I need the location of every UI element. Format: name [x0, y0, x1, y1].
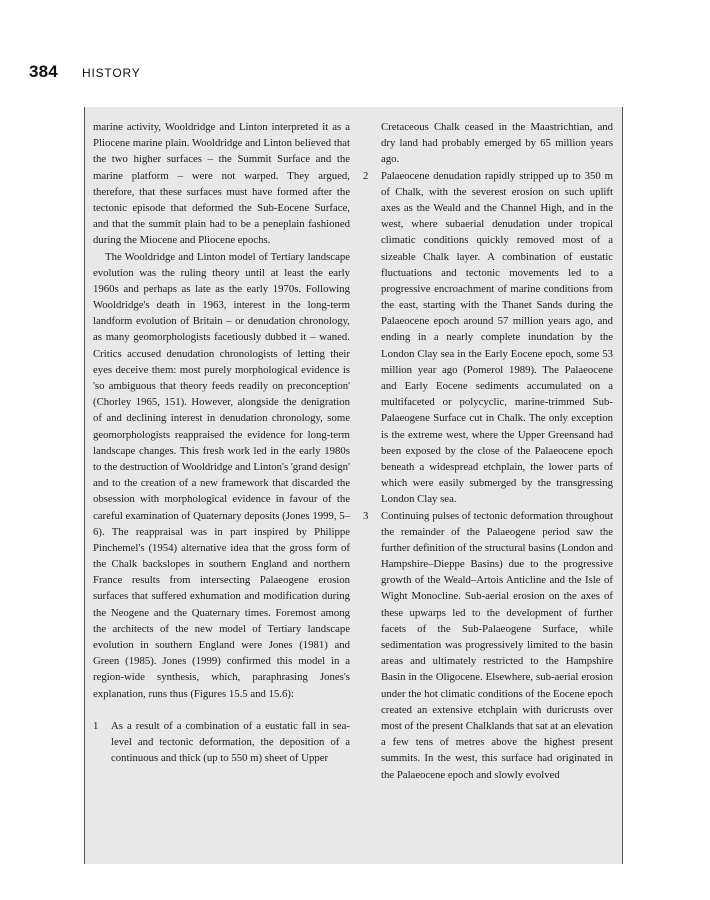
list-item-2 [363, 168, 613, 508]
numbered-list-left [93, 718, 350, 767]
list-text: Palaeocene denudation rapidly stripped up to 350 m of Chalk, with the severest erosion on such uplift axes as the Weald and the Channel High, and in the west, where subaerial denudation under tropical climatic conditions quickly removed most of a sizeable Chalk layer. A combination of eustatic fluctuations and tectonic movements led to a progressive encroachment of marine conditions from the east, starting with the Thanet Sands during the Palaeocene epoch around 57 million years ago, and ending in a nearly complete inundation by the London Clay sea in the Early Eocene epoch, some 53 million year ago (Pomerol 1989). The Palaeocene and Early Eocene sediments accumulated on a multifaceted or polycyclic, marine-trimmed Sub-Palaeogene Surface cut in Chalk. The only exception is the extreme west, where the Upper Greensand had been exposed by the close of the Palaeocene epoch beneath a widespread etchplain, the lower parts of which were easily submerged by the transgressing London Clay sea. [381, 169, 613, 506]
page-number: 384 [29, 62, 58, 81]
list-text: Cretaceous Chalk ceased in the Maastrichtian, and dry land had probably emerged by 65 million years ago. [381, 121, 613, 166]
left-column [93, 119, 350, 766]
list-text: As a result of a combination of a eustatic fall in sea-level and tectonic deformation, the deposition of a continuous and thick (up to 550 m) sheet of Upper [111, 719, 350, 765]
list-number: 3 [363, 509, 369, 522]
list-item-1 [93, 718, 350, 767]
paragraph-2: The Wooldridge and Linton model of Tertiary landscape evolution was the ruling theory until at least the early 1960s and perhaps as late as the early 1970s. Following Wooldridge's death in 1963, interest in the long-term landform evolution of Britain – or denudation chronology, as many geomorphologists facetiously dubbed it – waned. Critics accused denudation chronologists of letting their eyes deceive them: most purely morphological evidence is 'so ambiguous that theory feeds readily on preconception' (Chorley 1965, 151). However, alongside the denigration of and declining interest in denudation chronology, some geomorphologists reappraised the evidence for long-term landscape changes. This fresh work led in the early 1980s to the destruction of Wooldridge and Linton's 'grand design' and to the creation of a new framework that discarded the obsession with morphological evidence in favour of the careful examination of Quaternary deposits (Jones 1999, 5–6). The reappraisal was in part inspired by Philippe Pinchemel's (1954) alternative idea that the gross form of the Chalk backslopes in southern England and northern France results from intersecting Palaeogene erosion surfaces that suffered exhumation and modification during the Neogene and the Quaternary times. Foremost among the architects of the new model of Tertiary landscape evolution in southern England were Jones (1981) and Green (1985). Jones (1999) confirmed this model in a region-wide synthesis, which, paraphrasing Jones's explanation, runs thus (Figures 15.5 and 15.6): [93, 250, 350, 700]
list-item-3 [363, 508, 613, 783]
right-column [363, 119, 613, 783]
list-text: Continuing pulses of tectonic deformation throughout the remainder of the Palaeogene period saw the further definition of the structural basins (London and Hampshire–Dieppe Basins) due to the progressive growth of the Weald–Artois Anticline and the Isle of Wight Monocline. Sub-aerial erosion on the axes of these upwarps led to the development of further facets of the Sub-Palaeogene Surface, while sedimentation was progressively limited to the basin areas and ultimately restricted to the Hampshire Basin in the Oligocene. Elsewhere, sub-aerial erosion under the hot climatic conditions of the Eocene epoch created an extensive etchplain with duricrusts over most of the present Chalklands that sat at an elevation a few tens of metres above the highest present summits. In the west, this surface had originated in the Palaeocene epoch and slowly evolved [381, 509, 613, 781]
running-head: HISTORY [82, 66, 141, 80]
paragraph-1: marine activity, Wooldridge and Linton interpreted it as a Pliocene marine plain. Wooldridge and Linton believed that the two higher surfaces – the Summit Surface and the marine platform – were not warped. They argued, therefore, that these surfaces must have formed after the tectonic episode that deformed the Sub-Eocene Surface, and that the summit plain had to be a peneplain fashioned during the Miocene and Pliocene epochs. [93, 121, 350, 247]
list-item-1-continued [363, 119, 613, 168]
list-number: 2 [363, 169, 369, 182]
list-number: 1 [93, 719, 99, 732]
numbered-list-right [363, 119, 613, 783]
text-box [84, 107, 623, 864]
